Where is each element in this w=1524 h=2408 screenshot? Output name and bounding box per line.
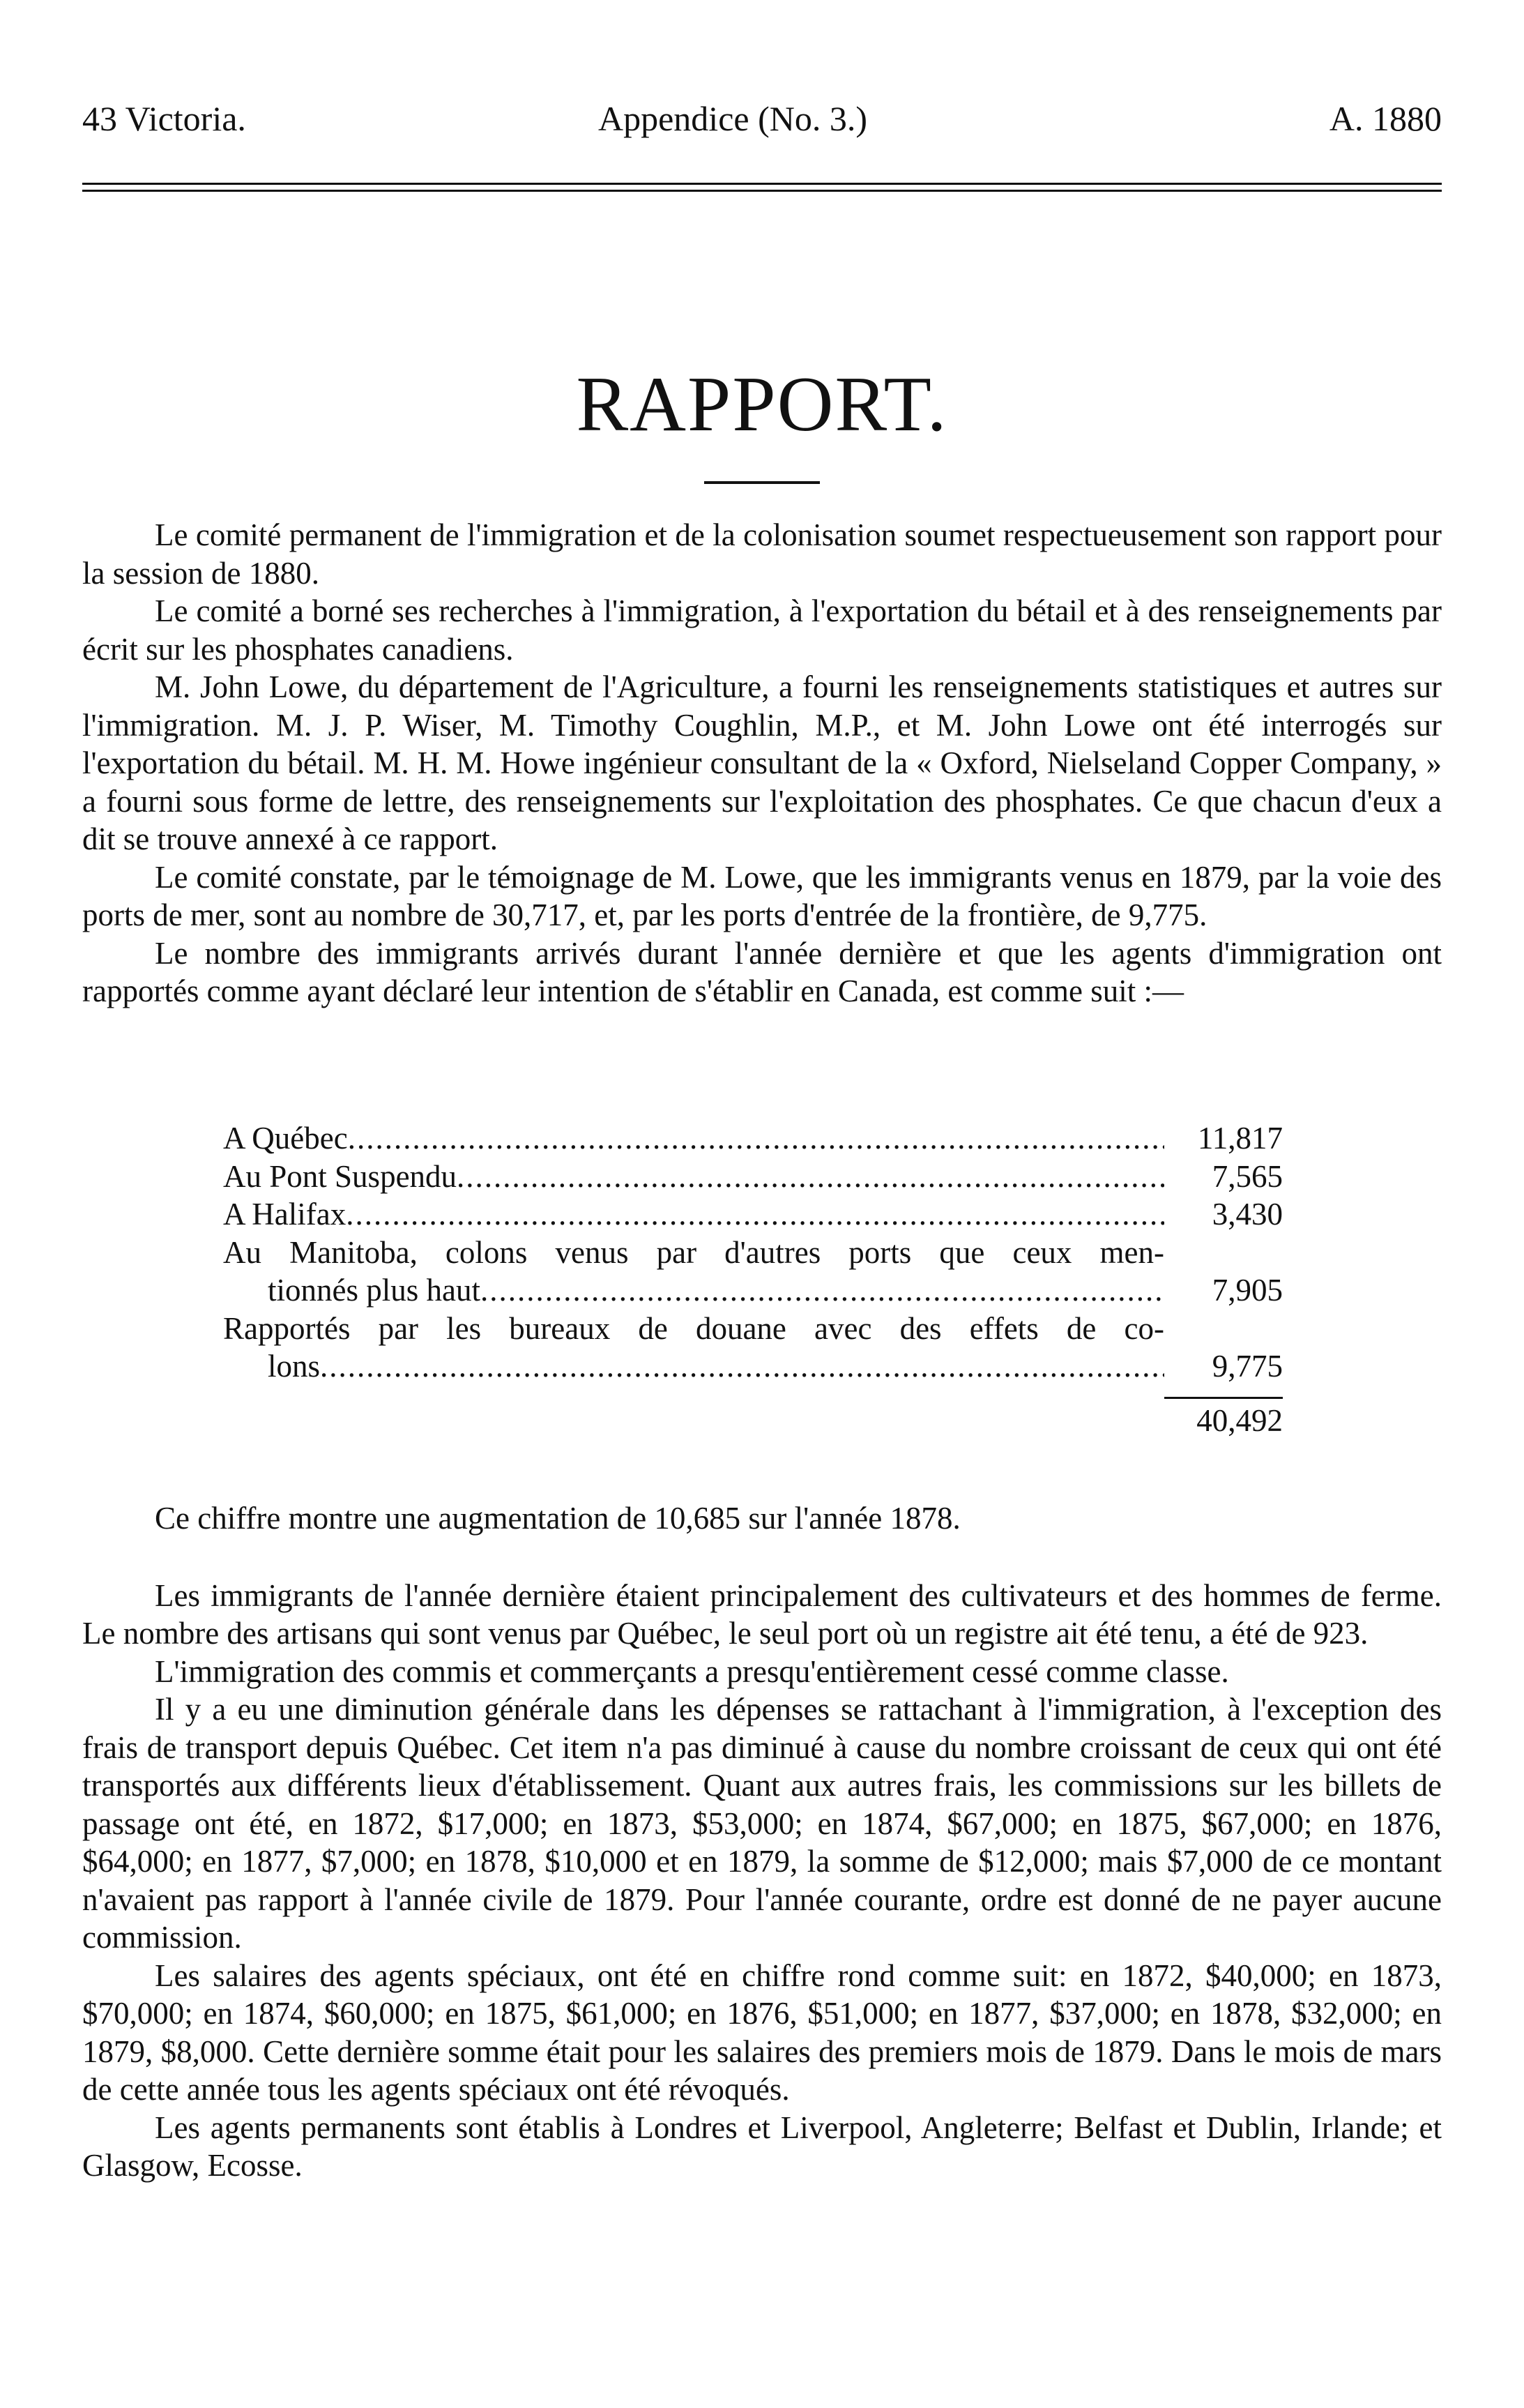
summary-line: Ce chiffre montre une augmentation de 10,685 sur l'année 1878. [155,1501,961,1536]
row-label: tionnés plus haut [268,1273,480,1308]
row-label-lead: Au Manitoba, colons venus par d'autres ports que ceux men- [223,1234,1164,1270]
page-title: RAPPORT. [576,361,948,448]
paragraph: L'immigration des commis et commerçants a presqu'entièrement cessé comme classe. [155,1653,1229,1689]
table-row [223,1119,1283,1158]
table-row [223,1195,1283,1234]
row-label: A Halifax [223,1197,346,1232]
header-rule-bottom [82,190,1442,192]
header-appendix: Appendice (No. 3.) [598,99,867,138]
paragraph: Les salaires des agents spéciaux, ont été en chiffre rond comme suit: en 1872, $40,000; en 1873, $70,000; en 1874, $60,000; en 1875, $61,000; en 1876, $51,000; en 1877, $37,000; en 1878, $32,000; en 1879, $8,000. Cette dernière somme était pour les salaires des premiers mois de 1879. Dans le mois de mars de cette année tous les agents spéciaux ont été révoqués. [82,1958,1442,2107]
table-total: 40,492 [1196,1402,1283,1438]
row-value: 9,775 [1212,1349,1283,1384]
header-year: A. 1880 [1329,99,1442,138]
table-row [223,1234,1283,1310]
report-intro [82,516,1442,1010]
paragraph: Il y a eu une diminution générale dans les dépenses se rattachant à l'immigration, à l'exception des frais de transport depuis Québec. Cet item n'a pas diminué à cause du nombre croissant de ceux qui ont été transportés aux différents lieux d'établissement. Quant aux autres frais, les commissions sur les billets de passage ont été, en 1872, $17,000; en 1873, $53,000; en 1874, $67,000; en 1875, $67,000; en 1876, $64,000; en 1877, $7,000; en 1878, $10,000 et en 1879, la somme de $12,000; mais $7,000 de ce montant n'avaient pas rapport à l'année civile de 1879. Pour l'année courante, ordre est donné de ne payer aucune commission. [82,1692,1442,1955]
immigrant-table [223,1119,1283,1439]
report-body [82,1499,1442,2185]
paragraph: Les agents permanents sont établis à Londres et Liverpool, Angleterre; Belfast et Dublin, Irlande; et Glasgow, Ecosse. [82,2110,1442,2183]
table-row [223,1310,1283,1386]
title-rule [704,481,820,484]
paragraph: Le comité permanent de l'immigration et de la colonisation soumet respectueusement son rapport pour la session de 1880. [82,517,1442,591]
table-row [223,1158,1283,1196]
row-label-lead: Rapportés par les bureaux de douane avec des effets de co- [223,1310,1164,1346]
row-value: 3,430 [1212,1197,1283,1232]
row-value: 11,817 [1197,1121,1283,1156]
paragraph: Le comité constate, par le témoignage de M. Lowe, que les immigrants venus en 1879, par la voie des ports de mer, sont au nombre de 30,717, et, par les ports d'entrée de la frontière, de 9,775. [82,859,1442,932]
row-label: Au Pont Suspendu [223,1158,457,1194]
paragraph: Les immigrants de l'année dernière étaient principalement des cultivateurs et des hommes de ferme. Le nombre des artisans qui sont venus par Québec, le seul port où un registre ait été tenu, a été de 923. [82,1577,1442,1651]
paragraph: Le nombre des immigrants arrivés durant l'année dernière et que les agents d'immigration ont rapportés comme ayant déclaré leur intention de s'établir en Canada, est comme suit :— [82,935,1442,1008]
header-rule-top [82,183,1442,185]
row-label: lons [268,1349,321,1384]
paragraph: Le comité a borné ses recherches à l'immigration, à l'exportation du bétail et à des renseignements par écrit sur les phosphates canadiens. [82,593,1442,667]
running-header [82,98,1442,139]
row-value: 7,565 [1212,1158,1283,1194]
paragraph: M. John Lowe, du département de l'Agriculture, a fourni les renseignements statistiques et autres sur l'immigration. M. J. P. Wiser, M. Timothy Coughlin, M.P., et M. John Lowe ont été interrogés sur l'exportation du bétail. M. H. M. Howe ingénieur consultant de la « Oxford, Nielseland Copper Company, » a fourni sous forme de lettre, des renseignements sur l'exploitation des phosphates. Ce que chacun d'eux a dit se trouve annexé à ce rapport. [82,669,1442,856]
header-session: 43 Victoria. [82,99,246,138]
row-value: 7,905 [1212,1273,1283,1308]
row-label: A Québec [223,1121,348,1156]
total-rule [1164,1397,1283,1399]
